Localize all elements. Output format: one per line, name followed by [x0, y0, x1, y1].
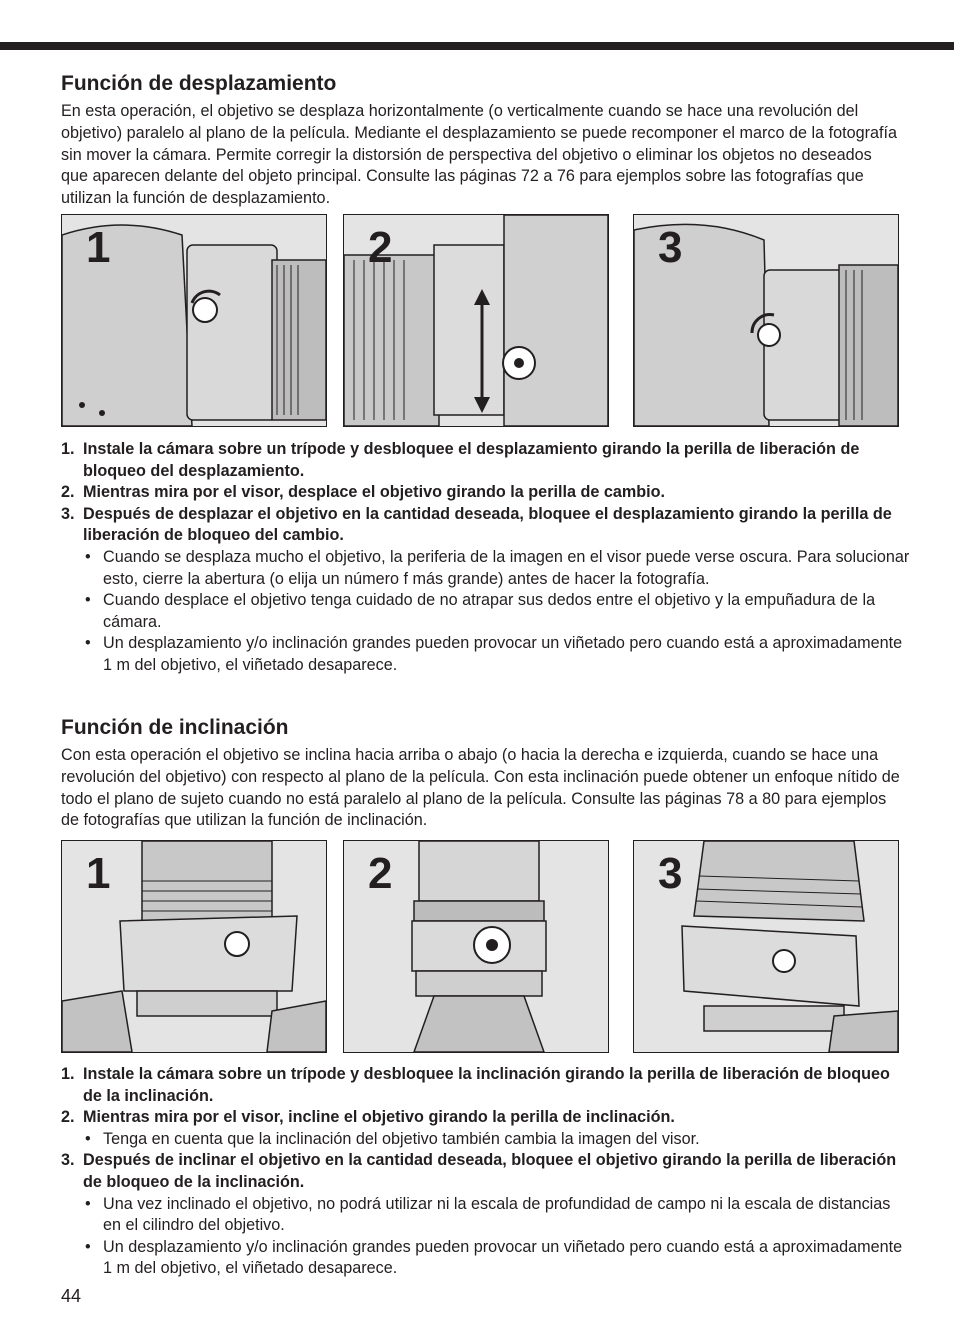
- list-item: • Un desplazamiento y/o inclinación grandes pueden provocar un viñetado pero cuando está a aproximadamente 1 m del objetivo, el viñetado desaparece.: [85, 1237, 903, 1278]
- shift-steps-list: [61, 439, 911, 677]
- list-item: • Tenga en cuenta que la inclinación del objetivo también cambia la imagen del visor.: [85, 1129, 700, 1148]
- page-number: 44: [61, 1286, 82, 1306]
- tilt-intro: Con esta operación el objetivo se inclina hacia arriba o abajo (o hacia la derecha e izquierda, cuando se hace una revolución del objetivo) con respecto al plano de la película. Con esta inclinación puede obtener un enfoque nítido de todo el plano de sujeto cuando no está paralelo al plano de la película. Consulte las páginas 78 a 80 para ejemplos de fotografías que utilizan la función de inclinación.: [61, 746, 900, 830]
- photo-step-label: 1: [86, 849, 111, 898]
- list-item: • Cuando se desplaza mucho el objetivo, la periferia de la imagen en el visor puede verse oscura. Para solucionar esto, cierre la abertura (o elija un número f más grande) antes de hacer la fotografía.: [85, 547, 910, 588]
- list-item: 1. Instale la cámara sobre un trípode y desbloquee la inclinación girando la perilla de liberación de bloqueo de la inclinación.: [61, 1065, 890, 1105]
- list-item: 2. Mientras mira por el visor, incline el objetivo girando la perilla de inclinación.: [61, 1108, 675, 1127]
- list-item: • Un desplazamiento y/o inclinación grandes pueden provocar un viñetado pero cuando está a aproximadamente 1 m del objetivo, el viñetado desaparece.: [85, 634, 903, 674]
- list-item: • Cuando desplace el objetivo tenga cuidado de no atrapar sus dedos entre el objetivo y la empuñadura de la cámara.: [85, 591, 876, 631]
- tilt-photo-2: [343, 840, 609, 1053]
- photo-step-label: 3: [658, 849, 683, 898]
- list-item: • Una vez inclinado el objetivo, no podrá utilizar ni la escala de profundidad de campo ni la escala de distancias en el cilindro del objetivo.: [85, 1194, 891, 1235]
- shift-photo-1: [61, 214, 327, 427]
- photo-step-label: 3: [658, 223, 683, 272]
- photo-step-label: 2: [368, 223, 393, 272]
- tilt-steps-list: [61, 1064, 911, 1280]
- list-item: 3. Después de inclinar el objetivo en la cantidad deseada, bloquee el objetivo girando la perilla de liberación de bloqueo de la inclinación.: [61, 1151, 897, 1191]
- shift-heading: Función de desplazamiento: [61, 72, 337, 95]
- shift-intro: En esta operación, el objetivo se desplaza horizontalmente (o verticalmente cuando se hace una revolución del objetivo) paralelo al plano de la película. Mediante el desplazamiento se puede recomponer el marco de la fotografía sin mover la cámara. Permite corregir la distorsión de perspectiva del objetivo o eliminar los objetos no deseados que aparecen delante del objeto principal. Consulte las páginas 72 a 76 para ejemplos sobre las fotografías que utilizan la función de desplazamiento.: [61, 102, 897, 208]
- shift-photo-3: [633, 214, 899, 427]
- shift-photo-row: [61, 214, 901, 427]
- tilt-heading: Función de inclinación: [61, 716, 289, 739]
- header-rule: [0, 42, 954, 50]
- tilt-photo-row: [61, 840, 901, 1053]
- photo-step-label: 2: [368, 849, 393, 898]
- photo-step-label: 1: [86, 223, 111, 272]
- list-item: 3. Después de desplazar el objetivo en la cantidad deseada, bloquee el desplazamiento girando la perilla de liberación de bloqueo del cambio.: [61, 504, 892, 545]
- tilt-photo-3: [633, 840, 899, 1053]
- list-item: 1. Instale la cámara sobre un trípode y desbloquee el desplazamiento girando la perilla de liberación de bloqueo del desplazamiento.: [61, 440, 860, 480]
- shift-photo-2: [343, 214, 609, 427]
- list-item: 2. Mientras mira por el visor, desplace el objetivo girando la perilla de cambio.: [61, 483, 666, 502]
- tilt-photo-1: [61, 840, 327, 1053]
